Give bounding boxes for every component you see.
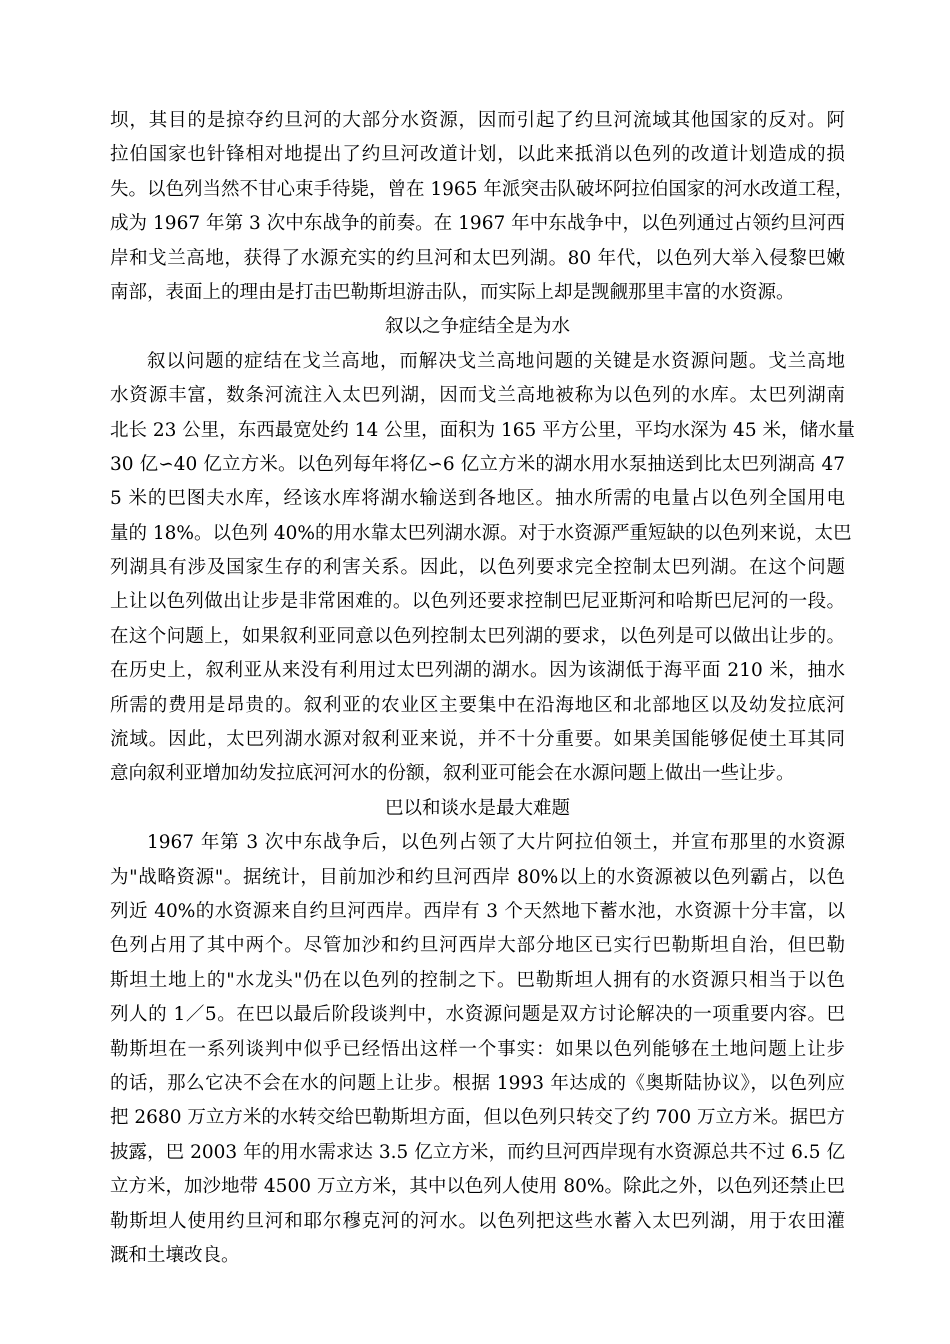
paragraph-line: 坝，其目的是掠夺约旦河的大部分水资源，因而引起了约旦河流域其他国家的反对。阿 [110,110,845,131]
paragraph-line: 5 米的巴图夫水库，经该水库将湖水输送到各地区。抽水所需的电量占以色列全国用电 [110,488,845,510]
paragraph-line: 披露，巴 2003 年的用水需求达 3.5 亿立方米，而约旦河西岸现有水资源总共不过 6.5 亿 [110,1141,845,1163]
paragraph-line: 斯坦土地上的"水龙头"仍在以色列的控制之下。巴勒斯坦人拥有的水资源只相当于以色 [110,969,845,991]
paragraph-line: 北长 23 公里，东西最宽处约 14 公里，面积为 165 平方公里，平均水深为 45 米，储水量 [110,419,855,441]
document-body [110,104,855,1273]
paragraph-last-line: 南部，表面上的理由是打击巴勒斯坦游击队，而实际上却是觊觎那里丰富的水资源。 [110,281,795,303]
paragraph-line: 量的 18%。以色列 40%的用水靠太巴列湖水源。对于水资源严重短缺的以色列来说，太巴 [110,522,852,544]
paragraph-line: 在这个问题上，如果叙利亚同意以色列控制太巴列湖的要求，以色列是可以做出让步的。 [110,625,845,647]
paragraph-line: 30 亿∽40 亿立方米。以色列每年将亿∽6 亿立方米的湖水用水泵抽送到比太巴列湖高 47 [110,453,845,475]
paragraph-line: 成为 1967 年第 3 次中东战争的前奏。在 1967 年中东战争中，以色列通过占领约旦河西 [110,213,845,235]
paragraph-line: 流域。因此，太巴列湖水源对叙利亚来说，并不十分重要。如果美国能够促使土耳其同 [110,729,845,751]
paragraph-line: 为"战略资源"。据统计，目前加沙和约旦河西岸 80%以上的水资源被以色列霸占，以色 [110,866,845,888]
paragraph-first-line: 叙以问题的症结在戈兰高地，而解决戈兰高地问题的关键是水资源问题。戈兰高地 [147,350,845,372]
paragraph-line: 色列占用了其中两个。尽管加沙和约旦河西岸大部分地区已实行巴勒斯坦自治，但巴勒 [110,935,845,957]
section-heading: 巴以和谈水是最大难题 [384,797,570,819]
paragraph-line: 在历史上，叙利亚从来没有利用过太巴列湖的湖水。因为该湖低于海平面 210 米，抽水 [110,660,845,682]
paragraph-first-line: 1967 年第 3 次中东战争后，以色列占领了大片阿拉伯领土，并宣布那里的水资源 [147,832,845,854]
paragraph-line: 立方米，加沙地带 4500 万立方米，其中以色列人使用 80%。除此之外，以色列还禁止巴 [110,1176,845,1198]
section-heading: 叙以之争症结全是为水 [384,316,570,338]
paragraph-line: 岸和戈兰高地，获得了水源充实的约旦河和太巴列湖。80 年代，以色列大举入侵黎巴嫩 [110,247,845,269]
paragraph-line: 失。以色列当然不甘心束手待毙，曾在 1965 年派突击队破坏阿拉伯国家的河水改道工程， [110,178,854,200]
paragraph-line: 上让以色列做出让步是非常困难的。以色列还要求控制巴尼亚斯河和哈斯巴尼河的一段。 [110,591,845,613]
paragraph-line: 列近 40%的水资源来自约旦河西岸。西岸有 3 个天然地下蓄水池，水资源十分丰富，以 [110,900,845,922]
paragraph-line: 拉伯国家也针锋相对地提出了约旦河改道计划，以此来抵消以色列的改道计划造成的损 [110,144,845,166]
paragraph-line: 列人的 1／5。在巴以最后阶段谈判中，水资源问题是双方讨论解决的一项重要内容。巴 [110,1004,845,1026]
paragraph-last-line: 意向叙利亚增加幼发拉底河河水的份额，叙利亚可能会在水源问题上做出一些让步。 [110,763,795,785]
paragraph-line: 勒斯坦在一系列谈判中似乎已经悟出这样一个事实：如果以色列能够在土地问题上让步 [110,1038,845,1060]
paragraph-last-line: 溉和土壤改良。 [110,1244,240,1266]
paragraph-line: 的话，那么它决不会在水的问题上让步。根据 1993 年达成的《奥斯陆协议》，以色列应 [110,1072,845,1094]
paragraph-line: 把 2680 万立方米的水转交给巴勒斯坦方面，但以色列只转交了约 700 万立方米。据巴方 [110,1107,845,1129]
paragraph-line: 所需的费用是昂贵的。叙利亚的农业区主要集中在沿海地区和北部地区以及幼发拉底河 [110,694,845,716]
paragraph-line: 勒斯坦人使用约旦河和耶尔穆克河的河水。以色列把这些水蓄入太巴列湖，用于农田灌 [110,1210,845,1232]
paragraph-line: 列湖具有涉及国家生存的利害关系。因此，以色列要求完全控制太巴列湖。在这个问题 [110,557,845,579]
paragraph-line: 水资源丰富，数条河流注入太巴列湖，因而戈兰高地被称为以色列的水库。太巴列湖南 [110,385,845,407]
